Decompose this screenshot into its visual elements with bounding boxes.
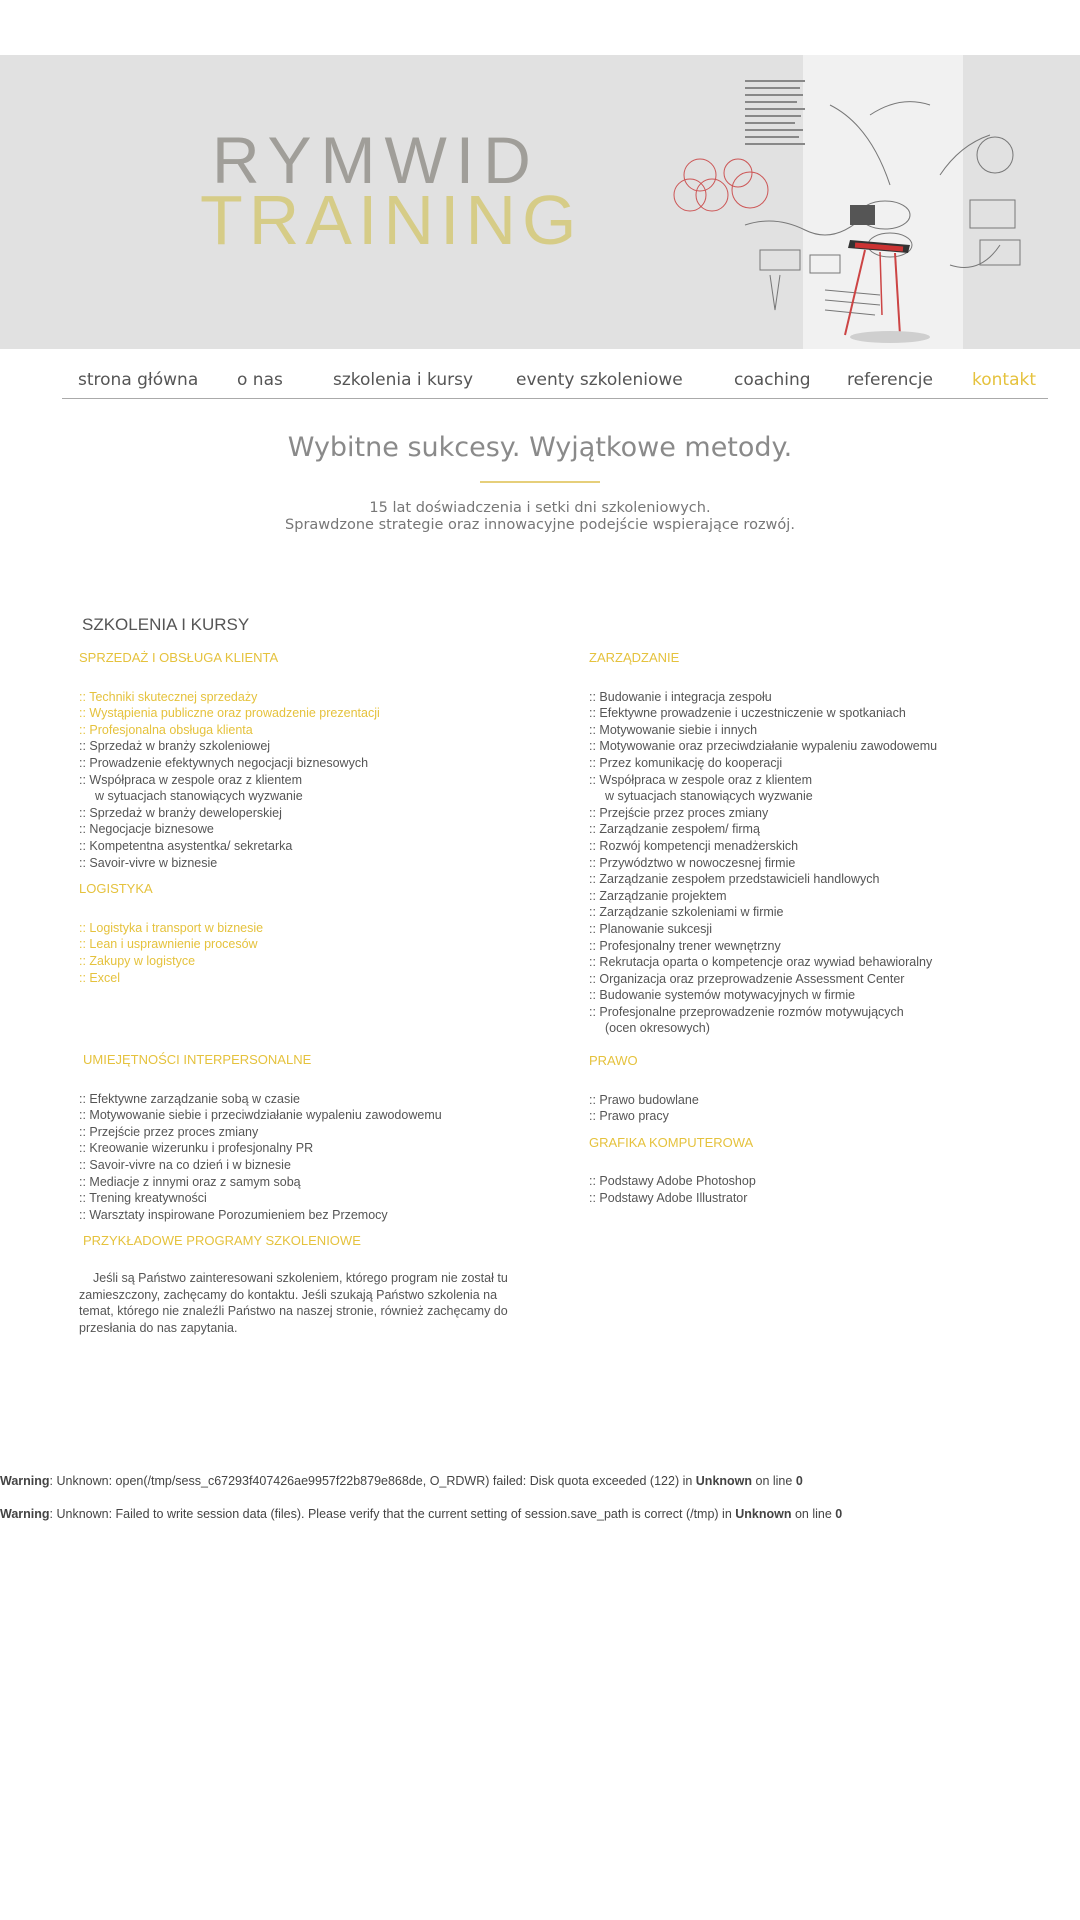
list-item: :: Profesjonalny trener wewnętrzny	[589, 938, 781, 953]
list-item: :: Przez komunikację do kooperacji	[589, 755, 783, 770]
list-item: :: Organizacja oraz przeprowadzenie Assessment Center	[589, 971, 905, 986]
logo-line-2: TRAINING	[200, 181, 583, 259]
hero-subtitle	[0, 500, 1080, 534]
list-item-link[interactable]: :: Excel	[79, 970, 120, 985]
list-item: :: Warsztaty inspirowane Porozumieniem bez Przemocy	[79, 1207, 388, 1222]
list-item: :: Prawo pracy	[589, 1109, 669, 1124]
hero-subtitle-line-1: 15 lat doświadczenia i setki dni szkoleniowych.	[369, 500, 711, 516]
category-examples-title: PRZYKŁADOWE PROGRAMY SZKOLENIOWE	[83, 1233, 361, 1249]
hero-headline: Wybitne sukcesy. Wyjątkowe metody.	[287, 432, 793, 463]
list-item: :: Przejście przez proces zmiany	[79, 1124, 259, 1139]
php-warning: Warning: Unknown: open(/tmp/sess_c67293f407426ae9957f22b879e868de, O_RDWR) failed: Disk quota exceeded (122) in Unknown on line 0	[0, 1474, 803, 1488]
category-logistics-title: LOGISTYKA	[79, 881, 153, 897]
examples-text: Jeśli są Państwo zainteresowani szkoleniem, którego program nie został tu zamieszczony, zachęcamy do kontaktu. Jeśli szukają Państwo szkolenia na temat, którego nie znaleźli Państwo na naszej stronie, również zachęcamy do przesłania do nas zapytania.	[79, 1271, 508, 1335]
nav-item-about[interactable]: o nas	[237, 370, 283, 390]
list-item: :: Podstawy Adobe Photoshop	[589, 1174, 756, 1189]
list-item-continuation: w sytuacjach stanowiących wyzwanie	[95, 789, 303, 804]
list-item: :: Efektywne prowadzenie i uczestniczenie w spotkaniach	[589, 706, 906, 721]
nav-item-coaching[interactable]: coaching	[734, 370, 811, 390]
list-item: :: Budowanie i integracja zespołu	[589, 689, 772, 704]
list-item: :: Savoir-vivre w biznesie	[79, 855, 218, 870]
list-item-link[interactable]: :: Techniki skutecznej sprzedaży	[79, 689, 258, 704]
section-title: SZKOLENIA I KURSY	[82, 615, 250, 634]
list-item: :: Planowanie sukcesji	[589, 921, 712, 936]
nav-item-events[interactable]: eventy szkoleniowe	[516, 370, 683, 390]
list-item: :: Savoir-vivre na co dzień i w biznesie	[79, 1157, 291, 1172]
category-sales-title: SPRZEDAŻ I OBSŁUGA KLIENTA	[79, 650, 279, 665]
php-warning: Warning: Unknown: Failed to write session data (files). Please verify that the current setting of session.save_path is correct (/tmp) in Unknown on line 0	[0, 1507, 843, 1521]
list-item: :: Podstawy Adobe Illustrator	[589, 1191, 748, 1206]
list-item: :: Rozwój kompetencji menadżerskich	[589, 838, 799, 853]
list-item-link[interactable]: :: Profesjonalna obsługa klienta	[79, 722, 253, 737]
list-item-link[interactable]: :: Zakupy w logistyce	[79, 953, 196, 968]
list-item: :: Mediacje z innymi oraz z samym sobą	[79, 1174, 301, 1189]
left-column-top	[79, 650, 380, 986]
list-item: :: Zarządzanie projektem	[589, 888, 727, 903]
list-item: :: Sprzedaż w branży szkoleniowej	[79, 739, 271, 754]
header-banner	[0, 55, 1080, 349]
logo-line-1: RYMWID	[212, 123, 540, 197]
list-item: :: Współpraca w zespole oraz z klientem	[79, 772, 303, 787]
list-item: :: Trening kreatywności	[79, 1191, 207, 1206]
list-item: :: Zarządzanie zespołem/ firmą	[589, 822, 760, 837]
nav-item-contact[interactable]: kontakt	[972, 370, 1037, 390]
list-item: :: Motywowanie oraz przeciwdziałanie wypaleniu zawodowemu	[589, 739, 938, 754]
hero-subtitle-line-2: Sprawdzone strategie oraz innowacyjne podejście wspierające rozwój.	[285, 517, 795, 533]
list-item: :: Prawo budowlane	[589, 1092, 699, 1107]
list-item: :: Zarządzanie zespołem przedstawicieli handlowych	[589, 872, 880, 887]
category-graphics-title: GRAFIKA KOMPUTEROWA	[589, 1134, 754, 1150]
list-item: :: Rekrutacja oparta o kompetencje oraz wywiad behawioralny	[589, 955, 933, 970]
list-item: :: Zarządzanie szkoleniami w firmie	[589, 905, 784, 920]
headline-divider	[480, 481, 600, 483]
list-item: :: Przywództwo w nowoczesnej firmie	[589, 855, 796, 870]
category-management-title: ZARZĄDZANIE	[589, 650, 680, 665]
list-item-continuation: w sytuacjach stanowiących wyzwanie	[605, 789, 813, 804]
list-item: :: Prowadzenie efektywnych negocjacji biznesowych	[79, 755, 369, 770]
nav-item-references[interactable]: referencje	[847, 370, 933, 390]
category-law-title: PRAWO	[589, 1053, 638, 1069]
list-item: :: Sprzedaż w branży deweloperskiej	[79, 805, 282, 820]
right-column	[589, 650, 937, 1207]
list-item: :: Efektywne zarządzanie sobą w czasie	[79, 1091, 300, 1106]
list-item: :: Negocjacje biznesowe	[79, 822, 214, 837]
examples-paragraph	[79, 1270, 509, 1336]
nav-item-trainings[interactable]: szkolenia i kursy	[333, 370, 474, 390]
list-item: :: Profesjonalne przeprowadzenie rozmów motywujących	[589, 1004, 904, 1019]
main-navigation	[62, 362, 1048, 399]
list-item: :: Motywowanie siebie i innych	[589, 722, 758, 737]
list-item: :: Przejście przez proces zmiany	[589, 805, 769, 820]
list-item: :: Kreowanie wizerunku i profesjonalny PR	[79, 1141, 314, 1156]
list-item: :: Motywowanie siebie i przeciwdziałanie wypaleniu zawodowemu	[79, 1108, 442, 1123]
list-item-link[interactable]: :: Logistyka i transport w biznesie	[79, 920, 264, 935]
list-item: :: Współpraca w zespole oraz z klientem	[589, 772, 813, 787]
whiteboard-sketch-illustration	[650, 65, 1080, 345]
category-interpersonal-title: UMIEJĘTNOŚCI INTERPERSONALNE	[83, 1052, 312, 1067]
list-item-continuation: (ocen okresowych)	[605, 1021, 710, 1036]
list-item-link[interactable]: :: Wystąpienia publiczne oraz prowadzenie prezentacji	[79, 706, 380, 721]
list-item: :: Budowanie systemów motywacyjnych w firmie	[589, 988, 856, 1003]
list-item: :: Kompetentna asystentka/ sekretarka	[79, 838, 293, 853]
left-column-bottom	[79, 1052, 442, 1250]
list-item-link[interactable]: :: Lean i usprawnienie procesów	[79, 937, 258, 952]
nav-item-home[interactable]: strona główna	[78, 370, 199, 390]
